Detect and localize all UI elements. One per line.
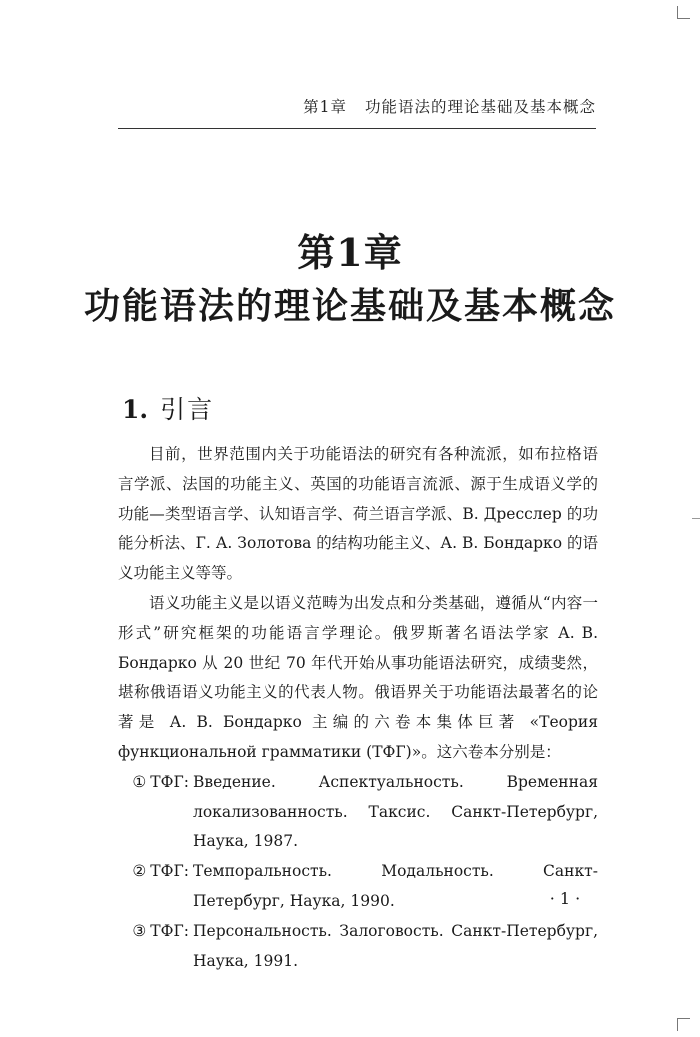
section-title: 引言 xyxy=(160,395,215,424)
reference-item xyxy=(118,917,598,977)
section-heading xyxy=(122,390,214,426)
crop-mark-bottom-right xyxy=(677,1018,690,1031)
running-head xyxy=(118,95,596,121)
paragraph: 目前，世界范围内关于功能语法的研究有各种流派，如布拉格语言学派、法国的功能主义、英国的功能语言流派、源于生成语义学的功能—类型语言学、认知语言学、荷兰语言学派、В. Дресслер 的功能分析法、Г. А. Золотова 的结构功能主义、А. В. Бондарко 的语义功能主义等等。 xyxy=(118,445,598,583)
section-number: 1. xyxy=(122,395,149,424)
reference-label: ТФГ: xyxy=(150,921,189,940)
page-number: · 1 · xyxy=(549,889,581,908)
edge-mark xyxy=(692,518,700,519)
reference-marker: ① xyxy=(132,772,147,791)
chapter-title: 功能语法的理论基础及基本概念 xyxy=(83,285,616,327)
body-text xyxy=(118,440,598,976)
crop-mark-top-right xyxy=(677,6,690,19)
reference-item xyxy=(118,768,598,857)
reference-text: Персональность. Залоговость. Санкт-Петербург, Наука, 1991. xyxy=(193,921,598,970)
running-head-chapter: 第1章 xyxy=(303,98,347,116)
chapter-number: 第1章 xyxy=(297,230,403,275)
reference-marker: ② xyxy=(132,862,147,881)
reference-text: Темпоральность. Модальность. Санкт-Петербург, Наука, 1990. xyxy=(193,862,598,910)
reference-item xyxy=(118,857,598,917)
reference-text: Введение. Аспектуальность. Временная локализованность. Таксис. Санкт-Петербург, Наука, 1987. xyxy=(193,772,598,851)
header-rule xyxy=(118,128,596,129)
reference-label: ТФГ: xyxy=(150,862,189,881)
paragraph: 语义功能主义是以语义范畴为出发点和分类基础，遵循从“内容一形式”研究框架的功能语言学理论。俄罗斯著名语法学家 А. В. Бондарко 从 20 世纪 70 年代开始从事功能语法研究，成绩斐然，堪称俄语语义功能主义的代表人物。俄语界关于功能语法最著名的论著是 А. В. Бондарко 主编的六卷本集体巨著 «Теория функциональной грамматики (ТФГ)»。这六卷本分别是： xyxy=(118,593,598,761)
reference-label: ТФГ: xyxy=(150,772,189,791)
running-head-title: 功能语法的理论基础及基本概念 xyxy=(364,98,596,116)
reference-list xyxy=(118,768,598,977)
reference-marker: ③ xyxy=(132,921,147,940)
